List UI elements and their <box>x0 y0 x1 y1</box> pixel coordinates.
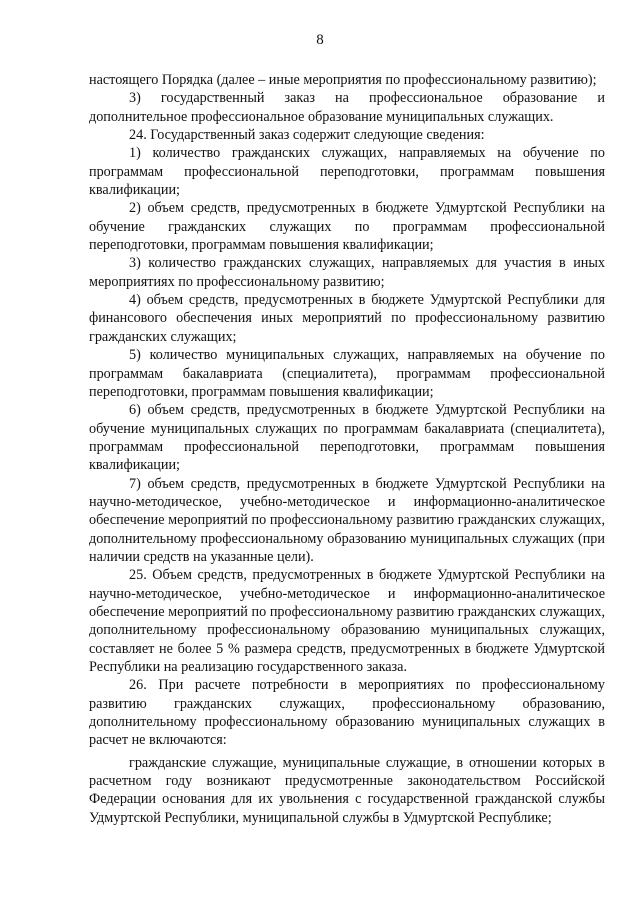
paragraph: 2) объем средств, предусмотренных в бюджете Удмуртской Республики на обучение гражданских служащих по программам профессиональной переподготовки, программам повышения квалификации; <box>89 200 605 254</box>
paragraph: 25. Объем средств, предусмотренных в бюджете Удмуртской Республики на научно-методическое, учебно-методическое и информационно-аналитическое обеспечение мероприятий по профессиональному развитию гражданских служащих, дополнительному профессиональному образованию муниципальных служащих, составляет не более 5 % размера средств, предусмотренных в бюджете Удмуртской Республики на реализацию государственного заказа. <box>89 567 605 675</box>
paragraph: 4) объем средств, предусмотренных в бюджете Удмуртской Республики для финансового обеспечения иных мероприятий по профессиональному развитию гражданских служащих; <box>89 292 605 345</box>
paragraph: 3) государственный заказ на профессиональное образование и дополнительное профессиональное образование муниципальных служащих. <box>89 90 605 125</box>
paragraph: 24. Государственный заказ содержит следующие сведения: <box>129 127 485 144</box>
document-body <box>89 71 605 827</box>
paragraph: гражданские служащие, муниципальные служащие, в отношении которых в расчетном году возникают предусмотренные законодательством Российской Федерации основания для их увольнения с государственной гражданской службы Удмуртской Республики, муниципальной службы в Удмуртской Республике; <box>89 754 605 826</box>
paragraph: 7) объем средств, предусмотренных в бюджете Удмуртской Республики на научно-методическое, учебно-методическое и информационно-аналитическое обеспечение мероприятий по профессиональному развитию гражданских служащих, дополнительному профессиональному образованию муниципальных служащих (при наличии средств на указанные цели). <box>89 475 605 565</box>
paragraph: 3) количество гражданских служащих, направляемых для участия в иных мероприятиях по профессиональному развитию; <box>89 255 605 290</box>
paragraph: настоящего Порядка (далее – иные мероприятия по профессиональному развитию); <box>89 72 597 88</box>
paragraph: 26. При расчете потребности в мероприятиях по профессиональному развитию гражданских служащих, профессиональному образованию, дополнительному профессиональному образованию муниципальных служащих в расчет не включаются: <box>89 677 605 749</box>
paragraph: 1) количество гражданских служащих, направляемых на обучение по программам профессиональной переподготовки, программам повышения квалификации; <box>89 145 605 199</box>
paragraph: 6) объем средств, предусмотренных в бюджете Удмуртской Республики на обучение муниципальных служащих по программам бакалавриата (специалитета), программам профессиональной переподготовки, программам повышения квалификации; <box>89 402 605 474</box>
page-number: 8 <box>316 32 324 48</box>
paragraph: 5) количество муниципальных служащих, направляемых на обучение по программам бакалавриата (специалитета), программам профессиональной переподготовки, программам повышения квалификации; <box>89 347 605 400</box>
